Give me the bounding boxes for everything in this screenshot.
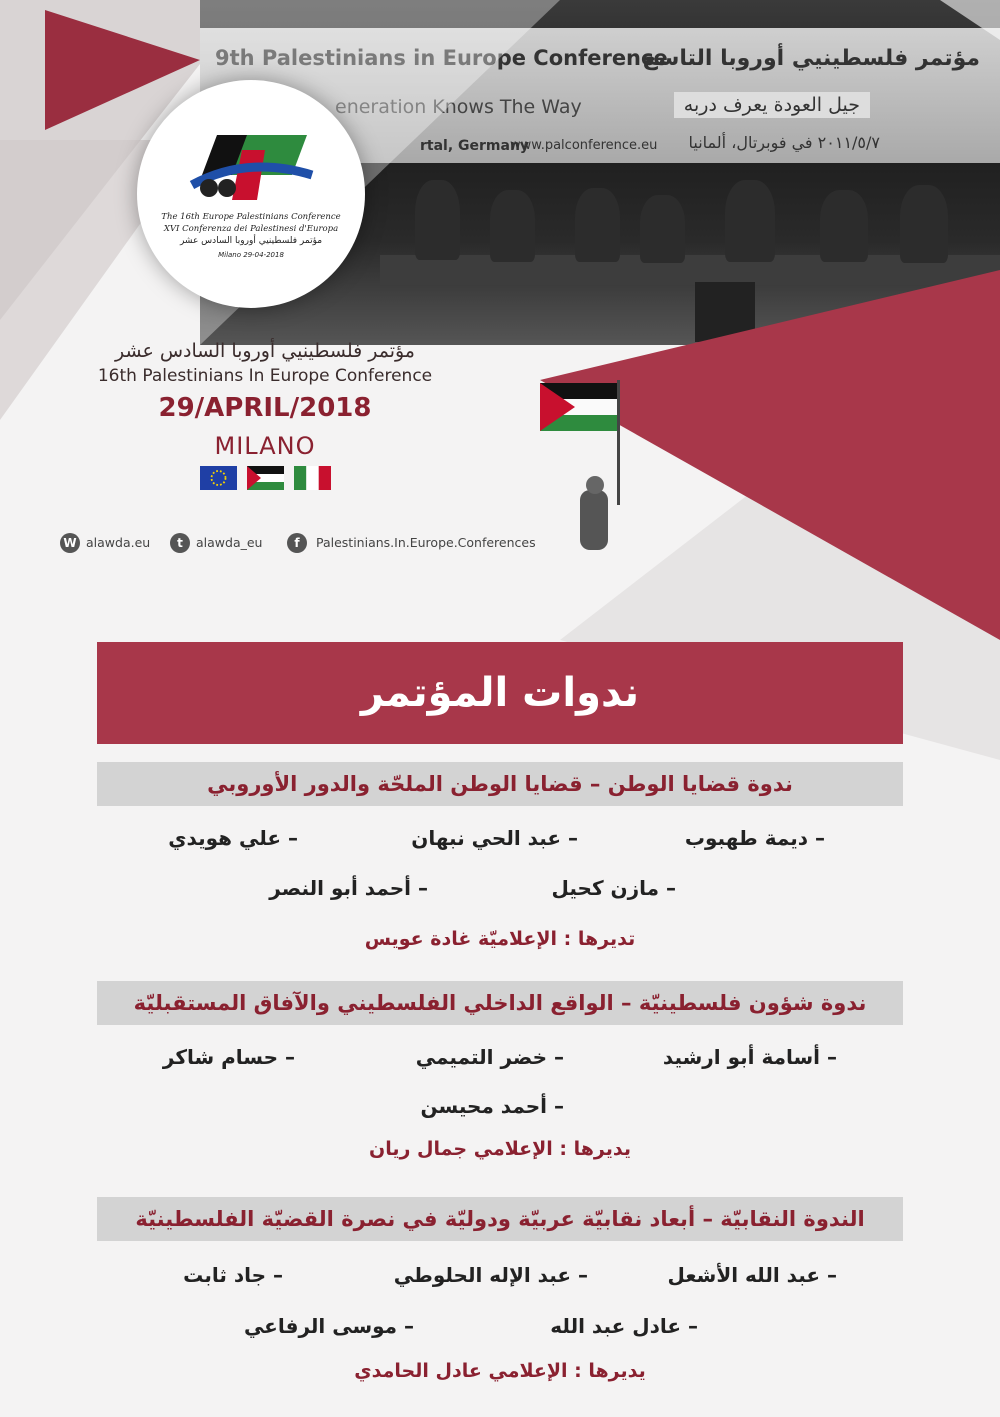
moderator-line: تديرها : الإعلاميّة غادة عويس [364, 928, 636, 950]
palestine-flag-icon [247, 466, 284, 490]
main-title: ندوات المؤتمر [97, 642, 903, 744]
speaker-name: – أسامة أبو ارشيد [662, 1045, 837, 1069]
speaker-name: – أحمد أبو النصر [269, 876, 428, 900]
session-title: ندوة قضايا الوطن – قضايا الوطن الملحّة والدور الأوروبي [97, 762, 903, 806]
logo-line-1: The 16th Europe Palestinians Conference [161, 212, 341, 222]
logo-line-4: Milano 29-04-2018 [218, 251, 284, 259]
conference-date: 29/APRIL/2018 [158, 393, 372, 423]
conference-logo [137, 80, 365, 308]
italy-flag-icon [294, 466, 331, 490]
logo-line-3: مؤتمر فلسطينيي أوروبا السادس عشر [179, 236, 323, 246]
speaker-name: – موسى الرفاعي [243, 1314, 414, 1338]
social-twitter-link[interactable]: alawda_eu [196, 535, 263, 550]
eu-flag-icon [200, 466, 237, 490]
speaker-name: – جاد ثابت [183, 1263, 283, 1287]
conference-name-en: 16th Palestinians In Europe Conference [97, 366, 433, 386]
banner-website: www.palconference.eu [510, 138, 658, 153]
speaker-name: – مازن كحيل [551, 876, 676, 900]
session-title: ندوة شؤون فلسطينيّة – الواقع الداخلي الفلسطيني والآفاق المستقبليّة [97, 981, 903, 1025]
moderator-line: يديرها : الإعلامي عادل الحامدي [354, 1360, 646, 1382]
speaker-name: – خضر التميمي [415, 1045, 564, 1069]
speaker-name: – أحمد محيسن [420, 1094, 564, 1118]
banner-title-ar: مؤتمر فلسطينيي أوروبا التاسع [642, 46, 980, 71]
banner-title-en: 9th Palestinians in Europe Conference [215, 46, 668, 70]
banner-location: rtal, Germany [420, 138, 530, 154]
website-icon: W [60, 533, 80, 553]
twitter-icon: t [170, 533, 190, 553]
banner-subtitle-ar: جيل العودة يعرف دربه [674, 92, 870, 118]
social-facebook-link[interactable]: Palestinians.In.Europe.Conferences [316, 535, 536, 550]
moderator-line: يديرها : الإعلامي جمال ريان [369, 1138, 631, 1160]
speaker-name: – عبد الإله الحلوطي [393, 1263, 588, 1287]
session-title: الندوة النقابيّة – أبعاد نقابيّة عربيّة ودوليّة في نصرة القضيّة الفلسطينيّة [97, 1197, 903, 1241]
speaker-name: – عبد الله الأشعل [667, 1263, 837, 1287]
facebook-icon: f [287, 533, 307, 553]
social-website-link[interactable]: alawda.eu [86, 535, 151, 550]
conference-city: MILANO [214, 432, 316, 460]
logo-emblem [187, 130, 317, 210]
logo-line-2: XVI Conferenza dei Palestinesi d'Europa [163, 224, 339, 234]
conference-name-ar: مؤتمر فلسطينيي أوروبا السادس عشر [115, 340, 415, 362]
banner-date-ar: ٢٠١١/٥/٧ في فوبرتال، ألمانيا [688, 133, 880, 152]
speaker-name: – حسام شاكر [162, 1045, 295, 1069]
banner-subtitle-en: eneration Knows The Way [335, 96, 582, 118]
speaker-name: – عبد الحي نبهان [411, 826, 578, 850]
speaker-name: – علي هويدي [168, 826, 298, 850]
palestinian-flag-image [535, 375, 635, 575]
speaker-name: – ديمة طهبوب [684, 826, 825, 850]
speaker-name: – عادل عبد الله [550, 1314, 698, 1338]
